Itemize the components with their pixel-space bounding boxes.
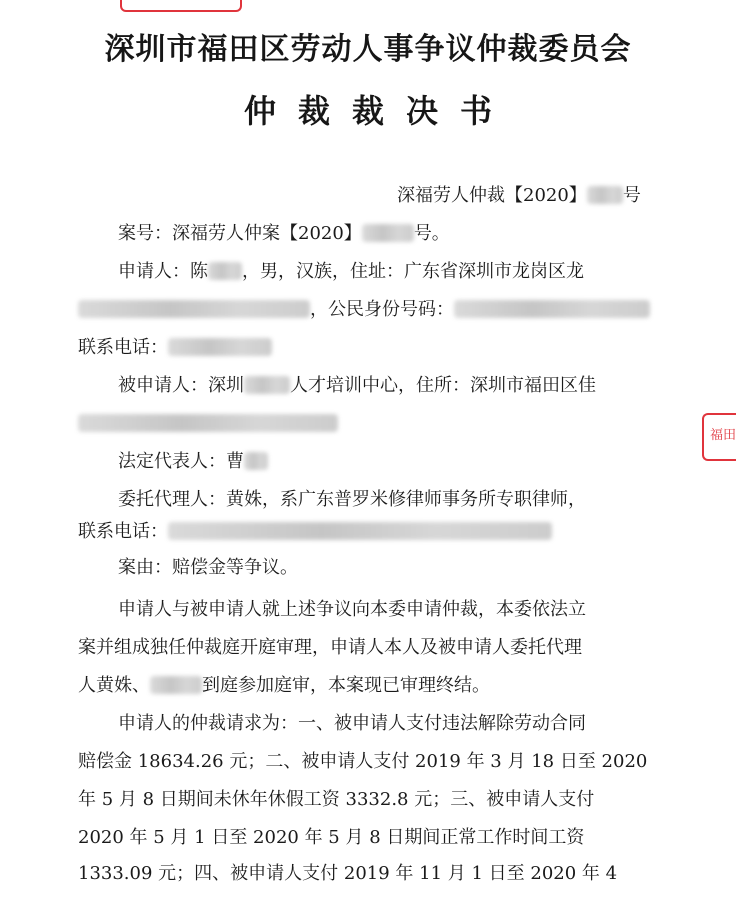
- redacted-block: [150, 676, 202, 694]
- paragraph2-line5: 1333.09 元；四、被申请人支付 2019 年 11 月 1 日至 2020 年 4: [78, 863, 618, 884]
- respondent-text: 被申请人：深圳: [118, 375, 244, 396]
- agent-line-1: 委托代理人：黄姝，系广东普罗米修律师事务所专职律师，: [118, 489, 586, 510]
- red-seal-right-fragment: [702, 413, 736, 461]
- redacted-block: [168, 522, 552, 540]
- document-number-prefix: 深福劳人仲裁【2020】: [397, 185, 587, 206]
- applicant-id-label: ，公民身份号码：: [310, 299, 454, 320]
- case-number: [118, 220, 450, 248]
- redacted-block: [244, 376, 290, 394]
- paragraph2-line1: 申请人的仲裁请求为：一、被申请人支付违法解除劳动合同: [118, 713, 586, 734]
- redacted-block: [78, 300, 310, 318]
- respondent-line-2: [78, 410, 338, 438]
- case-cause: 案由：赔偿金等争议。: [118, 557, 298, 578]
- applicant-line-2: [78, 296, 650, 324]
- paragraph1-line1: 申请人与被申请人就上述争议向本委申请仲裁，本委依法立: [118, 599, 586, 620]
- paragraph2-line3: 年 5 月 8 日期间未休年休假工资 3332.8 元；三、被申请人支付: [78, 789, 595, 810]
- redacted-block: [454, 300, 650, 318]
- redacted-block: [78, 414, 338, 432]
- phone-label: 联系电话：: [78, 337, 168, 358]
- applicant-text: 申请人：陈: [118, 261, 208, 282]
- case-number-suffix: 号。: [413, 223, 450, 244]
- applicant-phone-line: [78, 334, 272, 362]
- document-title: 仲裁裁决书: [243, 92, 514, 130]
- redacted-block: [208, 262, 242, 280]
- red-seal-top-fragment: [120, 0, 242, 12]
- agent-phone-line: [78, 518, 552, 546]
- paragraph1-line2: 案并组成独任仲裁庭开庭审理，申请人本人及被申请人委托代理: [78, 637, 582, 658]
- redacted-block: [362, 224, 414, 242]
- case-number-prefix: 案号：深福劳人仲案【2020】: [118, 223, 362, 244]
- redacted-block: [168, 338, 272, 356]
- redacted-block: [587, 186, 623, 204]
- redacted-block: [244, 452, 268, 470]
- applicant-line-1: [118, 258, 584, 286]
- legal-rep-text: 法定代表人：曹: [118, 451, 244, 472]
- document-number-suffix: 号: [622, 185, 641, 206]
- text: 到庭参加庭审，本案现已审理终结。: [202, 675, 490, 696]
- organization-title: 深圳市福田区劳动人事争议仲裁委员会: [104, 32, 632, 67]
- paragraph2-line2: 赔偿金 18634.26 元；二、被申请人支付 2019 年 3 月 18 日至 2020: [78, 751, 648, 772]
- text: 人黄姝、: [78, 675, 150, 696]
- seal-text: 福田: [710, 428, 736, 443]
- document-number: [397, 182, 641, 210]
- respondent-line-1: [118, 372, 596, 400]
- legal-representative: [118, 448, 268, 476]
- paragraph2-line4: 2020 年 5 月 1 日至 2020 年 5 月 8 日期间正常工作时间工资: [78, 827, 585, 848]
- paragraph1-line3: [78, 672, 490, 700]
- phone-label: 联系电话：: [78, 521, 168, 542]
- respondent-address-text: 人才培训中心，住所：深圳市福田区佳: [290, 375, 596, 396]
- applicant-address-text: ，男，汉族，住址：广东省深圳市龙岗区龙: [242, 261, 584, 282]
